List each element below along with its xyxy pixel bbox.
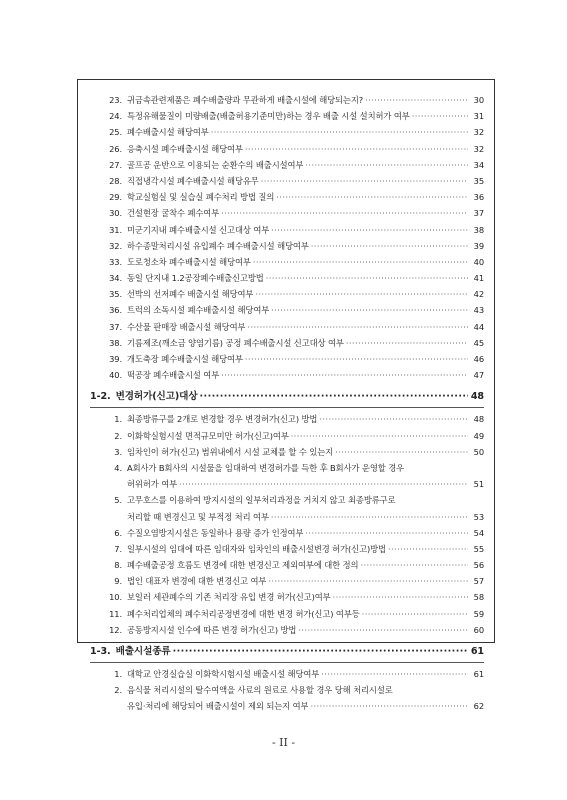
entry-title: 보일러 세관폐수의 기존 처리장 유입 변경 허가(신고)여부 <box>127 592 331 603</box>
entry-title: 귀금속관련제품은 폐수배출량과 무관하게 배출시설에 해당되는지? <box>127 95 364 105</box>
page-number-footer: - II - <box>271 736 296 749</box>
entry-number: 40. <box>109 370 122 381</box>
entry-title: 고무호스를 이용하여 방지시설의 일부처리과정을 거치지 않고 최종방류구로 <box>127 495 396 506</box>
dot-leader <box>362 606 468 622</box>
toc-entry <box>90 319 484 335</box>
entry-number: 25. <box>109 127 122 138</box>
entry-title: 폐수배출시설 해당여부 <box>127 127 209 138</box>
dot-leader <box>211 124 468 140</box>
toc-entry <box>90 525 484 541</box>
dot-leader <box>335 444 468 460</box>
toc-entry <box>90 238 484 254</box>
entry-page: 55 <box>473 543 484 554</box>
entry-title: 임차인이 허가(신고) 범위내에서 시설 교체를 할 수 있는지 <box>127 446 334 457</box>
entry-title: 트럭의 소독시설 폐수배출시설 해당여부 <box>127 305 270 316</box>
toc-entry-continuation <box>90 509 484 525</box>
entry-page: 56 <box>473 560 484 571</box>
toc-entry <box>90 666 484 682</box>
entry-number: 38. <box>109 337 122 348</box>
dot-leader <box>311 238 468 254</box>
entry-number: 32. <box>109 240 122 251</box>
entry-title-continued: 허위허가 여부 <box>127 479 178 490</box>
toc-entry <box>90 108 484 124</box>
entry-number: 1. <box>114 414 122 425</box>
entry-page: 37 <box>473 208 484 219</box>
dot-leader <box>271 509 468 525</box>
entry-page: 45 <box>473 337 484 348</box>
entry-page: 51 <box>473 479 484 490</box>
entry-page: 49 <box>473 430 484 441</box>
toc-entry <box>90 302 484 318</box>
entry-page: 42 <box>473 289 484 300</box>
toc-entry <box>90 205 484 221</box>
dot-leader <box>305 525 468 541</box>
dot-leader <box>321 666 468 682</box>
entry-title: 학교실험실 및 실습실 폐수처리 방법 질의 <box>127 192 275 203</box>
entry-number: 35. <box>109 289 122 300</box>
entry-title: 폐수배출공정 흐름도 변경에 대한 변경신고 제외여부에 대한 정의 <box>127 560 359 571</box>
dot-leader <box>255 286 468 302</box>
entry-title: A회사가 B회사의 시설물을 임대하여 변경허가를 득한 후 B회사가 운영할 경우 <box>127 462 405 473</box>
entry-page: 32 <box>473 127 484 138</box>
toc-entry <box>90 189 484 205</box>
entry-page: 34 <box>473 159 484 170</box>
toc-entry <box>90 492 484 508</box>
entry-page: 53 <box>473 511 484 522</box>
toc-entry <box>90 367 484 383</box>
toc-entry <box>90 557 484 573</box>
section-number: 1-3. <box>90 646 111 657</box>
entry-number: 6. <box>114 527 122 538</box>
dot-leader <box>200 387 469 406</box>
toc-entry <box>90 460 484 476</box>
entry-title: 특정유해물질이 미량배출(배출허용기준미만)하는 경우 배출 시설 설치허가 여부 <box>127 111 410 122</box>
entry-title: 이화학실험시설 면적규모미만 허가(신고)여부 <box>127 430 289 441</box>
entry-page: 41 <box>473 273 484 284</box>
dot-leader <box>173 642 468 661</box>
entry-title: 폐수처리업체의 폐수처리공정변경에 대한 변경 허가(신고) 여부등 <box>127 608 360 619</box>
entry-title-continued: 유입·처리에 해당되어 배출시설이 제외 되는지 여부 <box>127 701 309 712</box>
toc-entry <box>90 157 484 173</box>
entry-number: 4. <box>114 462 122 473</box>
dot-leader <box>276 189 468 205</box>
entry-number: 27. <box>109 159 122 170</box>
entry-page: 46 <box>473 354 484 364</box>
dot-leader <box>310 698 468 714</box>
toc-list-1-1 <box>90 92 484 383</box>
entry-page: 60 <box>473 624 484 635</box>
section-divider <box>90 662 484 663</box>
entry-number: 39. <box>109 354 122 364</box>
toc-entry <box>90 92 484 108</box>
dot-leader <box>253 254 468 270</box>
dot-leader <box>271 222 468 238</box>
section-page: 48 <box>470 391 484 403</box>
entry-page: 44 <box>473 321 484 332</box>
entry-page: 30 <box>473 95 484 105</box>
entry-number: 24. <box>109 111 122 122</box>
dot-leader <box>365 92 468 108</box>
toc-entry <box>90 682 484 698</box>
entry-page: 38 <box>473 224 484 235</box>
entry-title: 기름제조(깨소금 양염기름) 공정 폐수배출시설 신고대상 여부 <box>127 337 344 348</box>
entry-title: 하수종말처리시설 유입폐수 폐수배출시설 해당여부 <box>127 240 309 251</box>
toc-entry <box>90 124 484 140</box>
entry-number: 10. <box>109 592 122 603</box>
dot-leader <box>179 476 468 492</box>
entry-number: 37. <box>109 321 122 332</box>
entry-title: 공동방지시설 인수에 따른 변경 허가(신고) 방법 <box>127 624 297 635</box>
entry-number: 26. <box>109 143 122 154</box>
entry-number: 8. <box>114 560 122 571</box>
entry-number: 31. <box>109 224 122 235</box>
entry-title-continued: 처리할 때 변경신고 및 부적정 처리 여부 <box>127 511 269 522</box>
section-number: 1-2. <box>90 391 111 403</box>
entry-title: 건설현장 굴착수 폐수여부 <box>127 208 220 219</box>
entry-title: 동일 단지내 1.2공장폐수배출신고방법 <box>127 273 264 284</box>
toc-entry <box>90 351 484 367</box>
entry-number: 5. <box>114 495 122 506</box>
dot-leader <box>346 335 468 351</box>
entry-title: 수산물 판매장 배출시설 해당여부 <box>127 321 246 332</box>
entry-title: 직접냉각시설 폐수배출시설 해당유무 <box>127 175 259 186</box>
entry-number: 3. <box>114 446 122 457</box>
dot-leader <box>305 157 468 173</box>
entry-page: 61 <box>473 669 484 679</box>
entry-page: 62 <box>473 701 484 712</box>
dot-leader <box>268 573 468 589</box>
entry-page: 43 <box>473 305 484 316</box>
toc-list-1-3 <box>90 666 484 715</box>
toc-entry <box>90 573 484 589</box>
section-heading-1-3 <box>90 642 484 661</box>
dot-leader <box>360 557 468 573</box>
dot-leader <box>388 541 468 557</box>
toc-entry <box>90 606 484 622</box>
entry-page: 48 <box>473 414 484 425</box>
entry-number: 2. <box>114 430 122 441</box>
entry-title: 선박의 선저폐수 배출시설 해당여부 <box>127 289 254 300</box>
toc-list-1-2 <box>90 411 484 638</box>
dot-leader <box>291 428 468 444</box>
entry-number: 12. <box>109 624 122 635</box>
entry-page: 31 <box>473 111 484 122</box>
toc-entry-continuation <box>90 698 484 714</box>
dot-leader <box>333 589 468 605</box>
table-of-contents <box>90 92 484 715</box>
entry-title: 미군기지내 폐수배출시설 신고대상 여부 <box>127 224 270 235</box>
entry-title: 개도축장 폐수배출시설 해당여부 <box>127 354 243 364</box>
entry-page: 40 <box>473 256 484 267</box>
entry-number: 11. <box>109 608 122 619</box>
toc-entry <box>90 622 484 638</box>
entry-number: 34. <box>109 273 122 284</box>
entry-number: 30. <box>109 208 122 219</box>
entry-title: 떡공장 폐수배출시설 여부 <box>127 370 220 381</box>
toc-entry-continuation <box>90 476 484 492</box>
toc-entry <box>90 541 484 557</box>
dot-leader <box>319 411 468 427</box>
section-title: 배출시설종류 <box>115 646 171 657</box>
dot-leader <box>261 173 468 189</box>
entry-title: 응축시설 폐수배출시설 해당여부 <box>127 143 243 154</box>
entry-title: 도로청소차 폐수배출시설 해당여부 <box>127 256 251 267</box>
entry-number: 33. <box>109 256 122 267</box>
entry-page: 50 <box>473 446 484 457</box>
toc-entry <box>90 254 484 270</box>
entry-number: 2. <box>114 685 122 696</box>
toc-entry <box>90 222 484 238</box>
entry-page: 54 <box>473 527 484 538</box>
toc-entry <box>90 444 484 460</box>
entry-page: 32 <box>473 143 484 154</box>
toc-entry <box>90 141 484 157</box>
toc-entry <box>90 411 484 427</box>
toc-entry <box>90 335 484 351</box>
section-title: 변경허가(신고)대상 <box>115 391 198 403</box>
dot-leader <box>298 622 468 638</box>
toc-entry <box>90 173 484 189</box>
dot-leader <box>245 351 468 367</box>
entry-page: 59 <box>473 608 484 619</box>
entry-title: 음식물 처리시설의 탈수여액을 사료의 원료로 사용할 경우 당해 처리시설로 <box>127 685 393 696</box>
entry-page: 57 <box>473 576 484 587</box>
entry-page: 47 <box>473 370 484 381</box>
toc-entry <box>90 589 484 605</box>
dot-leader <box>271 302 468 318</box>
dot-leader <box>221 367 468 383</box>
section-divider <box>90 407 484 408</box>
toc-entry <box>90 428 484 444</box>
entry-number: 7. <box>114 543 122 554</box>
entry-number: 1. <box>114 669 122 679</box>
entry-number: 23. <box>109 95 122 105</box>
section-heading-1-2 <box>90 387 484 406</box>
dot-leader <box>247 319 468 335</box>
entry-title: 골프공 운반으로 이용되는 순환수의 배출시설여부 <box>127 159 304 170</box>
entry-number: 36. <box>109 305 122 316</box>
entry-page: 39 <box>473 240 484 251</box>
entry-number: 9. <box>114 576 122 587</box>
toc-entry <box>90 270 484 286</box>
dot-leader <box>266 270 468 286</box>
entry-title: 일부시설의 임대에 따른 임대자와 임차인의 배출시설변경 허가(신고)방법 <box>127 543 386 554</box>
dot-leader <box>245 141 468 157</box>
dot-leader <box>412 108 468 124</box>
entry-page: 35 <box>473 175 484 186</box>
dot-leader <box>221 205 468 221</box>
toc-entry <box>90 286 484 302</box>
entry-title: 수질오염방지시설은 동일하나 용량 증가 인정여부 <box>127 527 304 538</box>
section-page: 61 <box>470 646 484 657</box>
entry-number: 29. <box>109 192 122 203</box>
entry-page: 58 <box>473 592 484 603</box>
entry-title: 대학교 안경실습실 이화학시험시설 배출시설 해당여부 <box>127 669 320 679</box>
entry-title: 법인 대표자 변경에 대한 변경신고 여부 <box>127 576 267 587</box>
entry-page: 36 <box>473 192 484 203</box>
entry-number: 28. <box>109 175 122 186</box>
entry-title: 최종방류구를 2개로 변경할 경우 변경허가(신고) 방법 <box>127 414 318 425</box>
